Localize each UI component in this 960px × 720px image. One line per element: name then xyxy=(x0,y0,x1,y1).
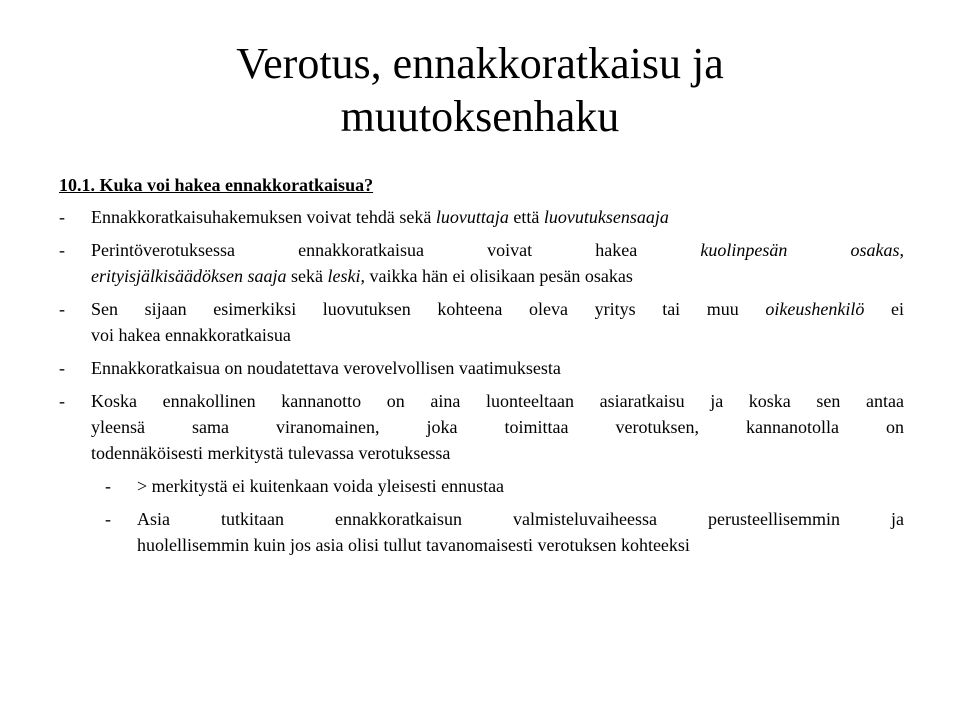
bullet-item xyxy=(59,296,904,348)
bullet-text: , vaikka hän ei olisikaan pesän osakas xyxy=(360,266,633,286)
bullet-dash: - xyxy=(59,240,65,260)
bullet-line: yleensä sama viranomainen, joka toimittaa verotuksen, kannanotolla on xyxy=(91,417,904,437)
bullet-item xyxy=(59,355,904,381)
bullet-text: voi hakea ennakkoratkaisua xyxy=(91,325,291,345)
bullet-dash: - xyxy=(105,476,111,496)
bullet-item xyxy=(59,204,904,230)
bullet-text: Sen sijaan esimerkiksi luovutuksen kohteena oleva yritys tai muu xyxy=(91,299,766,319)
bullet-dash: - xyxy=(59,207,65,227)
bullet-italic-text: luovutuksensaaja xyxy=(543,207,669,227)
bullet-dash: - xyxy=(59,358,65,378)
slide-title xyxy=(60,37,900,143)
sub-bullet-item xyxy=(59,473,904,499)
bullet-line: huolellisemmin kuin jos asia olisi tullut tavanomaisesti verotuksen kohteeksi xyxy=(137,535,690,555)
bullet-text: Ennakkoratkaisuhakemuksen voivat tehdä sekä xyxy=(91,207,436,227)
bullet-text: Perintöverotuksessa ennakkoratkaisua voivat hakea xyxy=(91,240,701,260)
bullet-dash: - xyxy=(59,299,65,319)
bullet-line xyxy=(91,237,904,263)
bullet-italic-text: kuolinpesän osakas xyxy=(700,240,900,260)
bullet-line: Koska ennakollinen kannanotto on aina luonteeltaan asiaratkaisu ja koska sen antaa xyxy=(91,391,904,411)
bullet-italic-text: oikeushenkilö xyxy=(765,299,865,319)
bullet-text: , xyxy=(899,240,904,260)
bullet-text: Ennakkoratkaisua on noudatettava verovelvollisen vaatimuksesta xyxy=(91,358,561,378)
bullet-line xyxy=(91,296,904,322)
bullet-text: sekä xyxy=(286,266,328,286)
bullet-line xyxy=(91,204,904,230)
sub-bullet-item xyxy=(59,506,904,558)
bullet-line: todennäköisesti merkitystä tulevassa verotuksessa xyxy=(91,443,451,463)
bullet-line xyxy=(91,355,904,381)
bullet-italic-text: erityisjälkisäädöksen saaja xyxy=(91,266,287,286)
bullet-italic-text: luovuttaja xyxy=(435,207,509,227)
slide-content xyxy=(59,172,904,565)
bullet-line xyxy=(91,322,904,348)
bullet-line xyxy=(91,263,904,289)
bullet-text: että xyxy=(508,207,544,227)
bullet-line: Asia tutkitaan ennakkoratkaisun valmisteluvaiheessa perusteellisemmin ja xyxy=(137,509,904,529)
section-heading: 10.1. Kuka voi hakea ennakkoratkaisua? xyxy=(59,175,374,195)
bullet-item xyxy=(59,388,904,466)
bullet-italic-text: leski xyxy=(327,266,361,286)
bullet-dash: - xyxy=(105,509,111,529)
bullet-dash: - xyxy=(59,391,65,411)
slide-title-line-2: muutoksenhaku xyxy=(340,92,620,141)
bullet-item xyxy=(59,237,904,289)
bullet-line: > merkitystä ei kuitenkaan voida yleisesti ennustaa xyxy=(137,476,505,496)
slide-title-line-1: Verotus, ennakkoratkaisu ja xyxy=(236,39,724,88)
bullet-text: ei xyxy=(864,299,904,319)
